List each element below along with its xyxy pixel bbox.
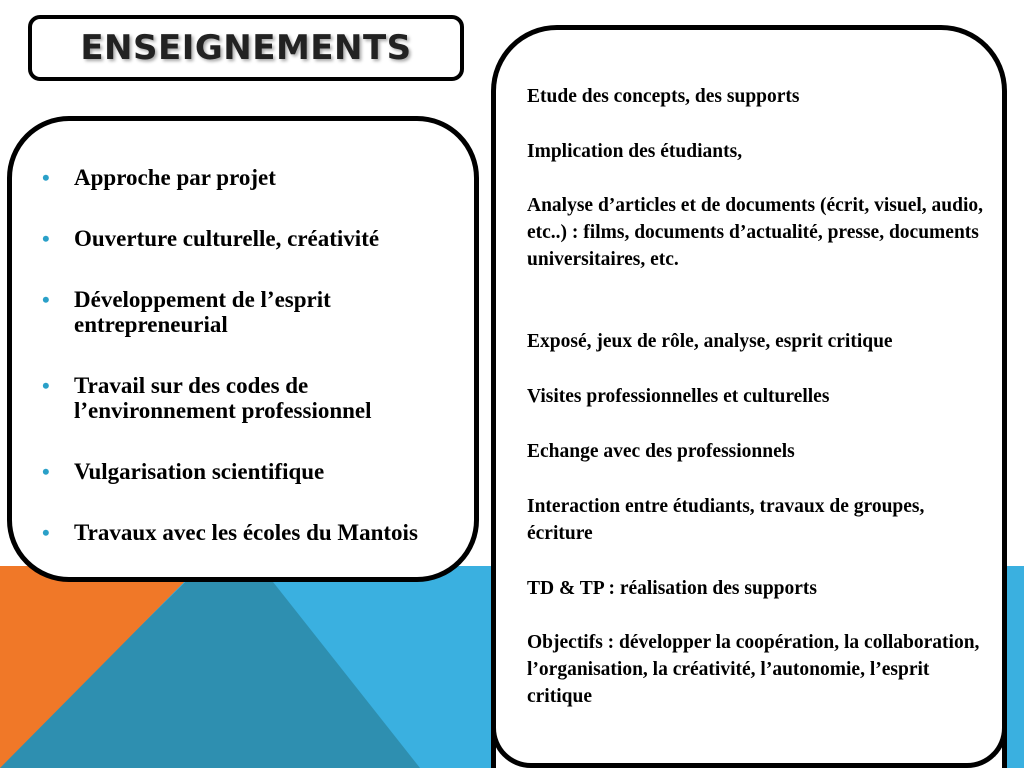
list-item bbox=[38, 287, 454, 337]
bullet-dot-icon: • bbox=[42, 459, 50, 484]
list-item-text: Approche par projet bbox=[74, 165, 276, 190]
paragraph: TD & TP : réalisation des supports bbox=[527, 578, 818, 599]
bullet-dot-icon: • bbox=[42, 373, 50, 398]
title-box bbox=[28, 15, 464, 81]
list-item-text: Ouverture culturelle, créativité bbox=[74, 226, 380, 251]
paragraph: Visites professionnelles et culturelles bbox=[527, 386, 830, 407]
paragraph: Echange avec des professionnels bbox=[527, 441, 795, 462]
list-item bbox=[38, 520, 454, 545]
bullet-dot-icon: • bbox=[42, 287, 50, 312]
list-item bbox=[38, 373, 454, 423]
bullet-list bbox=[38, 165, 454, 545]
list-item bbox=[38, 165, 454, 190]
left-panel bbox=[7, 116, 479, 582]
paragraph: Etude des concepts, des supports bbox=[527, 86, 800, 107]
bullet-dot-icon: • bbox=[42, 165, 50, 190]
list-item bbox=[38, 226, 454, 251]
paragraph: Analyse d’articles et de documents (écrit, visuel, audio, etc..) : films, documents d’actualité, presse, documents universitaires, etc. bbox=[527, 195, 984, 270]
list-item-text: Développement de l’esprit entrepreneurial bbox=[74, 287, 331, 337]
list-item-text: Travail sur des codes de l’environnement professionnel bbox=[74, 373, 372, 423]
paragraph: Implication des étudiants, bbox=[527, 141, 743, 162]
paragraph: Interaction entre étudiants, travaux de groupes, écriture bbox=[527, 496, 925, 544]
bullet-dot-icon: • bbox=[42, 226, 50, 251]
right-panel bbox=[491, 25, 1007, 768]
paragraph: Exposé, jeux de rôle, analyse, esprit critique bbox=[527, 331, 893, 352]
list-item-text: Travaux avec les écoles du Mantois bbox=[74, 520, 418, 545]
paragraph: Objectifs : développer la coopération, la collaboration, l’organisation, la créativité, l’autonomie, l’esprit critique bbox=[527, 632, 980, 707]
list-item-text: Vulgarisation scientifique bbox=[74, 459, 325, 484]
bullet-dot-icon: • bbox=[42, 520, 50, 545]
list-item bbox=[38, 459, 454, 484]
page-title: ENSEIGNEMENTS bbox=[80, 28, 412, 68]
